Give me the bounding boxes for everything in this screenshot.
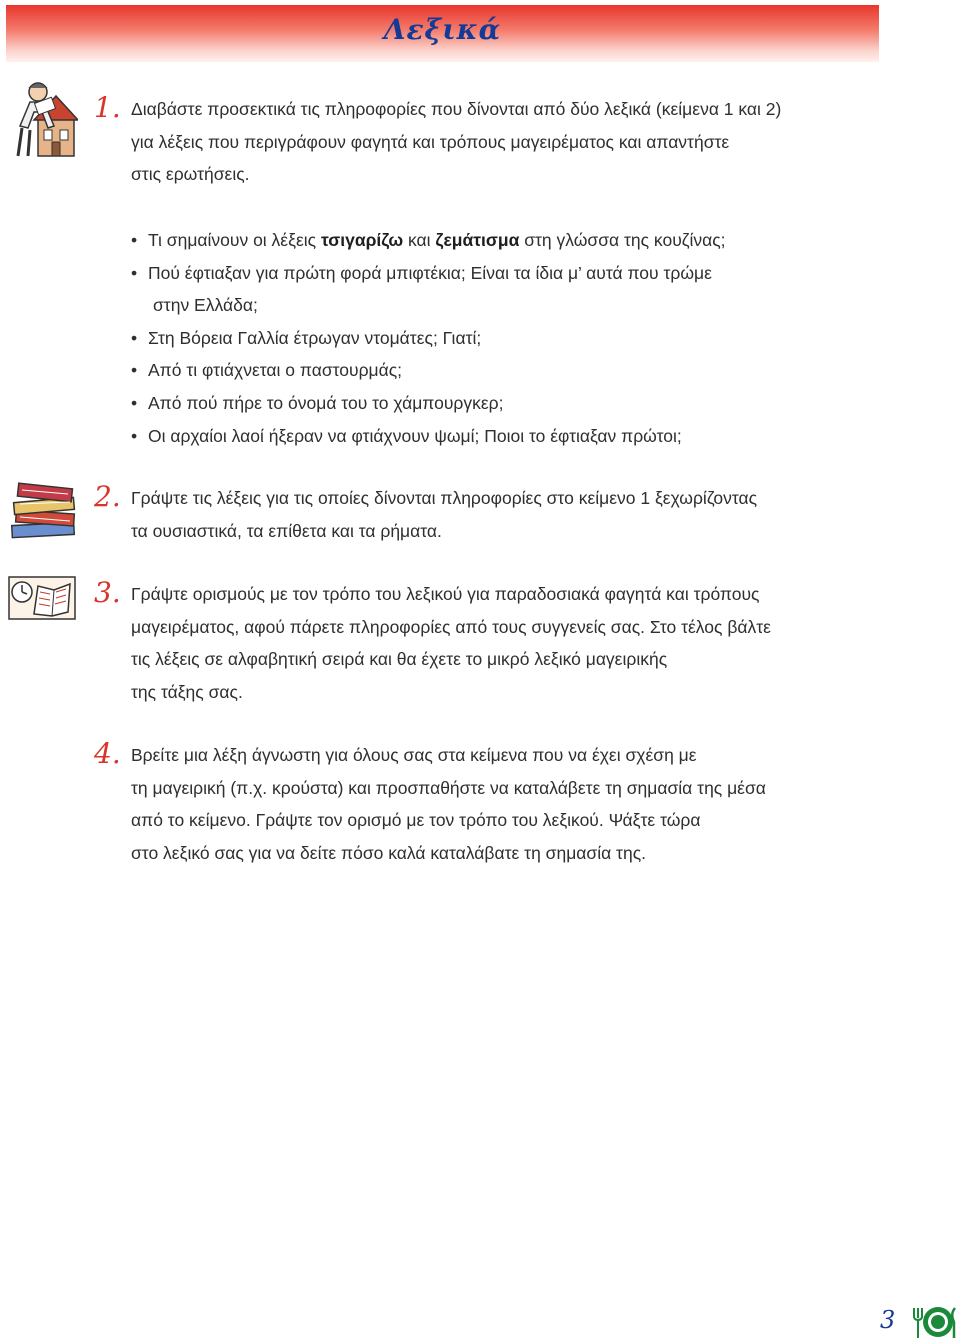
exercise-4-line: στο λεξικό σας για να δείτε πόσο καλά καταλάβατε τη σημασία της. <box>131 842 647 863</box>
question-text: Οι αρχαίοι λαοί ήξεραν να φτιάχνουν ψωμί; Ποιοι το έφτιαξαν πρώτοι; <box>148 425 682 446</box>
page-title: Λεξικά <box>383 13 502 46</box>
question-text: και <box>403 230 436 250</box>
exercise-3-number: 3. <box>94 576 121 609</box>
bullet-icon: • <box>131 425 138 446</box>
question-item <box>131 387 851 420</box>
exercise-2-line: τα ουσιαστικά, τα επίθετα και τα ρήματα. <box>131 520 442 541</box>
exercise-2-text <box>131 482 851 547</box>
question-text: Στη Βόρεια Γαλλία έτρωγαν ντομάτες; Γιατί; <box>148 327 482 348</box>
exercise-1-number: 1. <box>94 91 121 124</box>
question-item <box>131 420 851 453</box>
page-number: 3 <box>880 1306 896 1334</box>
term-zematisma: ζεμάτισμα <box>435 230 520 250</box>
reading-man-icon <box>8 78 78 160</box>
question-item <box>131 354 851 387</box>
exercise-4-number: 4. <box>94 737 121 770</box>
exercise-2-line: Γράψτε τις λέξεις για τις οποίες δίνονται πληροφορίες στο κείμενο 1 ξεχωρίζοντας <box>131 488 758 508</box>
book-stack-icon <box>8 478 82 540</box>
exercise-1-line: Διαβάστε προσεκτικά τις πληροφορίες που δίνονται από δύο λεξικά (κείμενα 1 και 2) <box>131 99 782 119</box>
question-text: στη γλώσσα της κουζίνας; <box>519 230 726 250</box>
header-banner <box>6 5 879 62</box>
question-text: Από πού πήρε το όνομά του το χάμπουργκερ; <box>148 392 504 413</box>
question-item <box>131 322 851 355</box>
exercise-4-line: από το κείμενο. Γράψτε τον ορισμό με τον τρόπο του λεξικού. Ψάξτε τώρα <box>131 810 701 831</box>
question-text: Πού έφτιαξαν για πρώτη φορά μπιφτέκια; Είναι τα ίδια μ’ αυτά που τρώμε <box>148 262 712 283</box>
clock-book-icon <box>8 576 76 620</box>
exercise-1-text <box>131 93 851 191</box>
bullet-icon: • <box>131 360 138 381</box>
question-text: Από τι φτιάχνεται ο παστουρμάς; <box>148 360 403 381</box>
bullet-icon: • <box>131 327 138 348</box>
exercise-3-line: μαγειρέματος, αφού πάρετε πληροφορίες από τους συγγενείς σας. Στο τέλος βάλτε <box>131 616 771 637</box>
exercise-3-line: τις λέξεις σε αλφαβητική σειρά και θα έχετε το μικρό λεξικό μαγειρικής <box>131 649 668 670</box>
plate-cutlery-icon <box>910 1304 958 1340</box>
exercise-4-line: Βρείτε μια λέξη άγνωστη για όλους σας στα κείμενα που να έχει σχέση με <box>131 745 697 765</box>
exercise-3-line: της τάξης σας. <box>131 681 243 702</box>
bullet-icon: • <box>131 230 138 250</box>
bullet-icon: • <box>131 392 138 413</box>
bullet-icon: • <box>131 262 138 283</box>
term-tsigarizo: τσιγαρίζω <box>320 230 404 250</box>
exercise-2-number: 2. <box>94 480 121 513</box>
exercise-1-line: στις ερωτήσεις. <box>131 164 250 185</box>
question-item <box>131 257 851 290</box>
question-text: Τι σημαίνουν οι λέξεις <box>148 230 321 250</box>
exercise-3-line: Γράψτε ορισμούς με τον τρόπο του λεξικού για παραδοσιακά φαγητά και τρόπους <box>131 584 760 604</box>
question-list <box>131 224 851 452</box>
exercise-1-line: για λέξεις που περιγράφουν φαγητά και τρόπους μαγειρέματος και απαντήστε <box>131 131 730 152</box>
exercise-4-text <box>131 739 851 869</box>
question-item <box>131 224 851 257</box>
question-text-continued: στην Ελλάδα; <box>153 295 258 316</box>
exercise-3-text <box>131 578 851 708</box>
exercise-4-line: τη μαγειρική (π.χ. κρούστα) και προσπαθήστε να καταλάβετε τη σημασία της μέσα <box>131 777 766 798</box>
